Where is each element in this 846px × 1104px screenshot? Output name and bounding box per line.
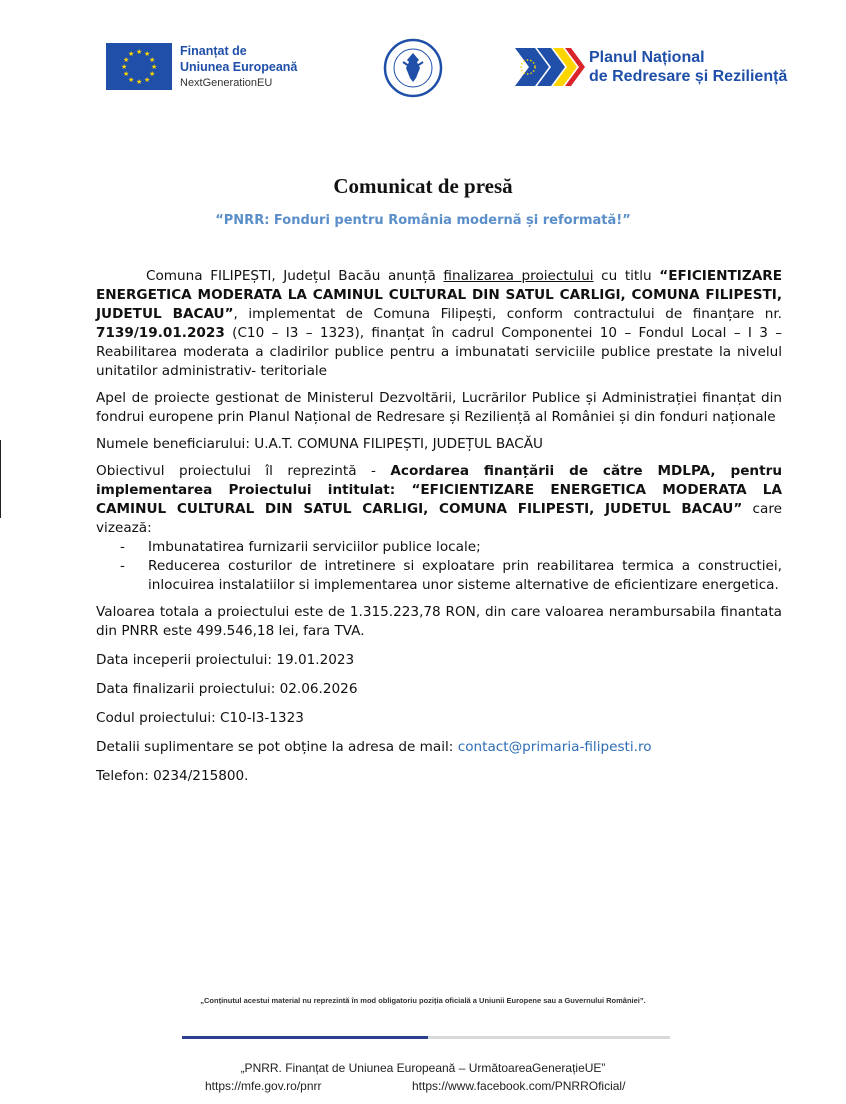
press-release-body: [96, 267, 782, 794]
pnrr-logo-line2: de Redresare și Reziliență: [589, 68, 788, 85]
footer-link-facebook[interactable]: https://www.facebook.com/PNRROficial/: [412, 1079, 626, 1093]
eu-logo-line2: Uniunea Europeană: [180, 60, 298, 74]
value-paragraph: Valoarea totala a proiectului este de 1.315.223,78 RON, din care valoarea nerambursabila finantata din PNRR este 499.546,18 lei, fara TVA.: [96, 604, 782, 639]
pnrr-arrow-icon: [515, 46, 585, 88]
page-title: Comunicat de presă: [333, 174, 513, 198]
call-paragraph: Apel de proiecte gestionat de Ministerul Dezvoltării, Lucrărilor Publice și Administrației finanțat din fondrui europene prin Planul Național de Redresare și Reziliență al României și din fonduri naționale: [96, 390, 782, 425]
page-subtitle: “PNRR: Fonduri pentru România modernă și reformată!”: [215, 213, 631, 228]
start-date: Data inceperii proiectului: 19.01.2023: [96, 652, 355, 668]
footer-slogan: „PNRR. Finanțat de Uniunea Europeană – UrmătoareaGenerațieUE”: [240, 1061, 606, 1075]
pnrr-logo-line1: Planul Național: [589, 49, 705, 66]
footer-disclaimer: „Conținutul acestui material nu reprezintă în mod obligatoriu poziția oficială a Uniunii Europene sau a Guvernului României”.: [200, 996, 646, 1005]
footer-link-mfe[interactable]: https://mfe.gov.ro/pnrr: [205, 1079, 322, 1093]
objective-title: Acordarea finanțării de către MDLPA, pentru implementarea Proiectului intitulat: “EFICIENTIZARE ENERGETICA MODERATA LA CAMINUL CULTURAL DIN SATUL CARLIGI, COMUNA FILIPESTI, JUDETUL BACAU”: [96, 463, 782, 517]
pnrr-logo: [515, 46, 787, 88]
beneficiary-paragraph: Numele beneficiarului: U.A.T. COMUNA FILIPEȘTI, JUDEȚUL BACĂU: [96, 436, 543, 452]
list-item: - Reducerea costurilor de intretinere si exploatare prin reabilitarea termica a constructiei, inlocuirea instalatiilor si implementarea unor sisteme alternative de eficientizare energetica.: [120, 558, 782, 593]
eu-funding-logo: [106, 43, 297, 91]
end-date: Data finalizarii proiectului: 02.06.2026: [96, 681, 358, 697]
contact-paragraph: Detalii suplimentare se pot obține la adresa de mail: contact@primaria-filipesti.ro: [96, 739, 652, 755]
objectives-list: [96, 538, 782, 595]
intro-paragraph: Comuna FILIPEȘTI, Județul Bacău anunță finalizarea proiectului cu titlu “EFICIENTIZARE ENERGETICA MODERATA LA CAMINUL CULTURAL DIN SATUL CARLIGI, COMUNA FILIPESTI, JUDETUL BACAU”, implementat de Comuna Filipești, conform contractului de finanțare nr. 7139/19.01.2023 (C10 – I3 – 1323), finanțat în cadrul Componentei 10 – Fondul Local – I 3 – Reabilitarea moderata a cladirilor publice pentru a imbunatati serviciile publice prestate la nivelul unitatilor administrativ- teritoriale: [96, 268, 782, 379]
project-completion-text: finalizarea proiectului: [443, 268, 594, 284]
objective-paragraph: Obiectivul proiectului îl reprezintă - Acordarea finanțării de către MDLPA, pentru implementarea Proiectului intitulat: “EFICIENTIZARE ENERGETICA MODERATA LA CAMINUL CULTURAL DIN SATUL CARLIGI, COMUNA FILIPESTI, JUDETUL BACAU” care vizează:: [96, 463, 782, 536]
contract-number: 7139/19.01.2023: [96, 325, 225, 341]
contact-email-link[interactable]: contact@primaria-filipesti.ro: [457, 739, 652, 755]
eu-flag-icon: ★ ★ ★ ★ ★ ★ ★ ★ ★ ★ ★ ★: [106, 43, 172, 90]
eu-logo-line3: NextGenerationEU: [180, 77, 273, 89]
logo-header: [0, 0, 846, 110]
government-seal-icon: [383, 38, 443, 98]
eu-logo-line1: Finanțat de: [180, 44, 247, 58]
phone-paragraph: Telefon: 0234/215800.: [96, 768, 249, 784]
project-code: Codul proiectului: C10-I3-1323: [96, 710, 304, 726]
footer-divider-accent: [182, 1036, 428, 1039]
list-item: - Imbunatatirea furnizarii serviciilor publice locale;: [120, 539, 481, 555]
project-title: “EFICIENTIZARE ENERGETICA MODERATA LA CAMINUL CULTURAL DIN SATUL CARLIGI, COMUNA FILIPESTI, JUDETUL BACAU”: [96, 268, 782, 322]
margin-line: [0, 440, 1, 518]
